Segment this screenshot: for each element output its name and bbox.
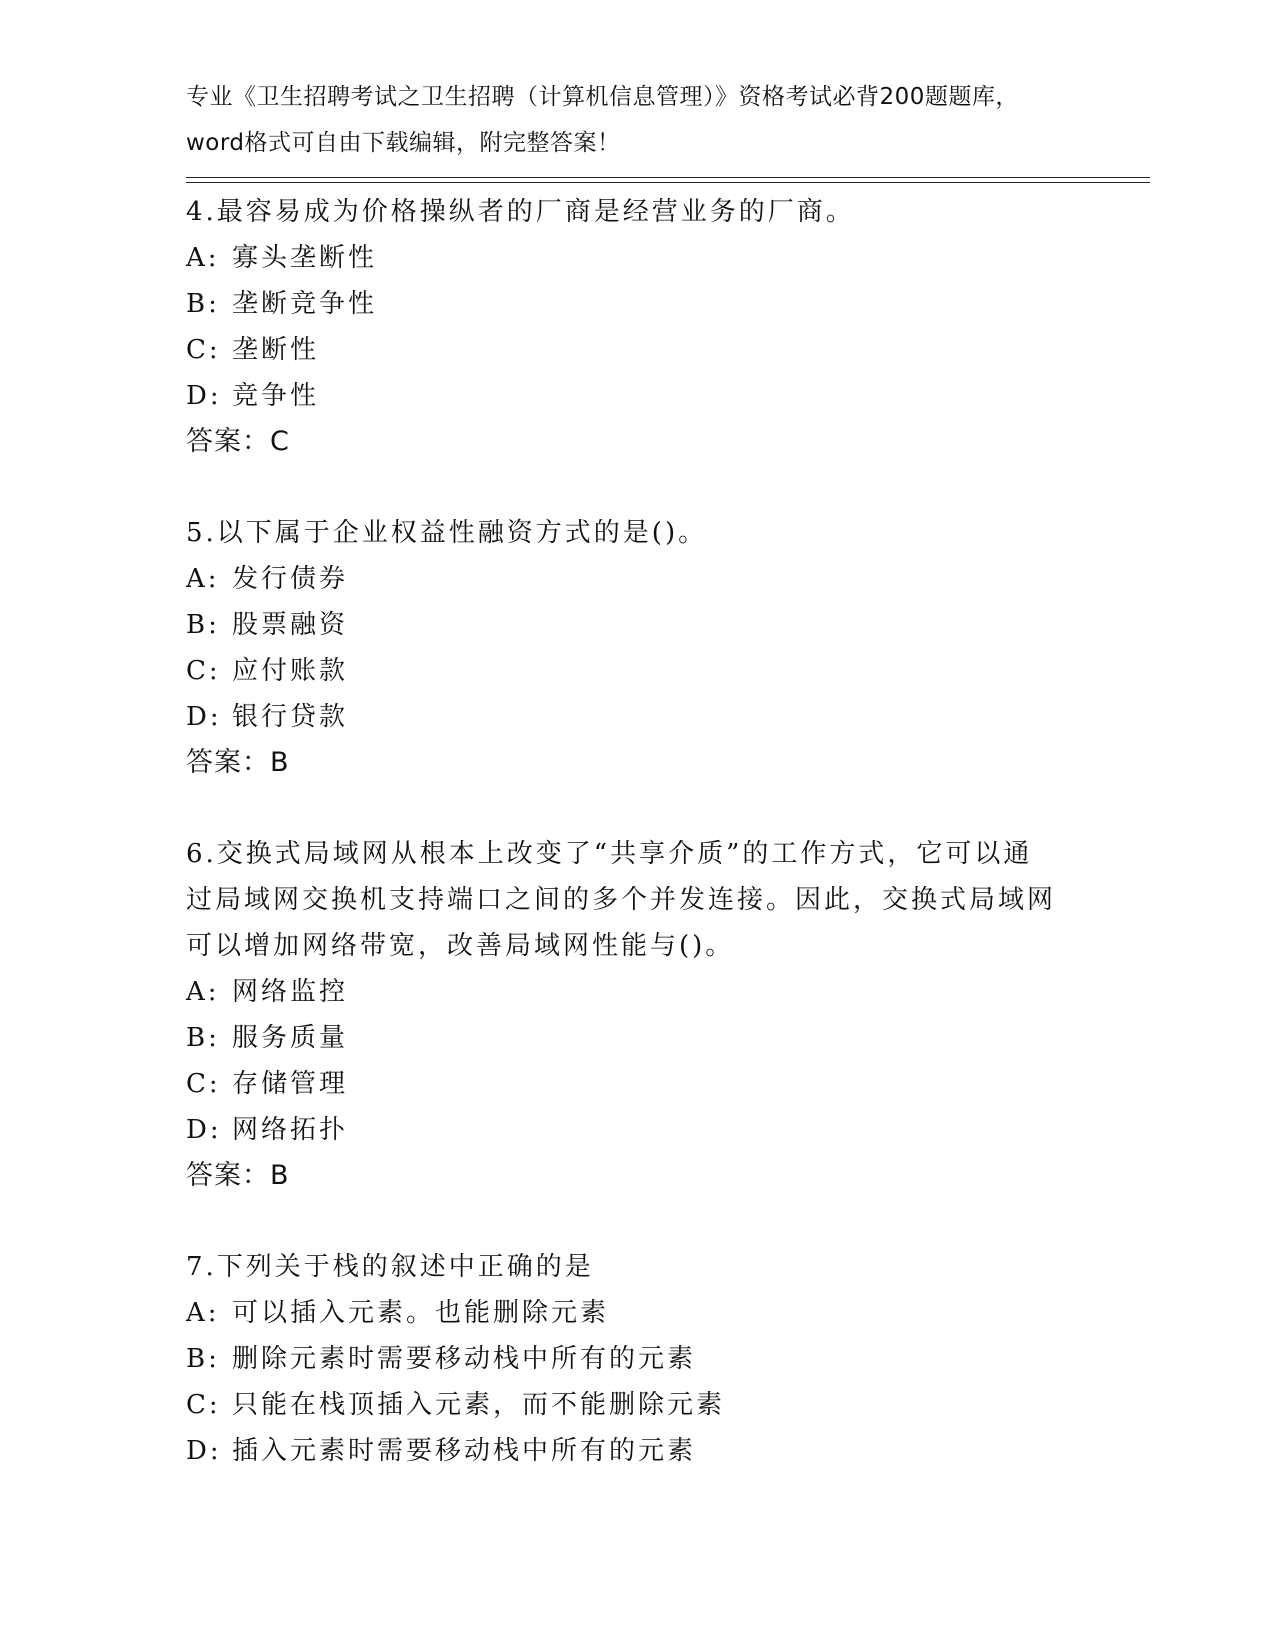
option-b: [186, 1015, 1086, 1061]
answer: 答案：B: [186, 1160, 290, 1191]
question-text: [186, 189, 1086, 235]
option-key: D:: [186, 702, 222, 732]
option-key: C:: [186, 1069, 221, 1099]
option-text: 只能在栈顶插入元素，而不能删除元素: [232, 1390, 726, 1420]
spacer: [186, 786, 1086, 831]
question-line: 5.以下属于企业权益性融资方式的是()。: [186, 518, 708, 548]
option-key: D:: [186, 1436, 222, 1466]
option-b: [186, 602, 1086, 648]
option-b: [186, 1336, 1086, 1382]
option-b: [186, 281, 1086, 327]
option-key: B:: [186, 1344, 220, 1374]
option-c: [186, 327, 1086, 373]
option-text: 股票融资: [232, 610, 349, 640]
spacer: [186, 465, 1086, 510]
document-header: [186, 74, 1086, 166]
header-line: 专业《卫生招聘考试之卫生招聘（计算机信息管理）》资格考试必背200题题库，: [186, 84, 1019, 110]
option-text: 可以插入元素。也能删除元素: [232, 1298, 610, 1328]
option-text: 竞争性: [232, 381, 320, 411]
option-key: D:: [186, 1115, 222, 1145]
option-key: C:: [186, 1390, 221, 1420]
option-key: B:: [186, 610, 220, 640]
question-text: [186, 831, 1086, 969]
option-key: A:: [186, 977, 220, 1007]
header-rule-top: [186, 177, 1150, 178]
option-key: B:: [186, 1023, 220, 1053]
option-key: C:: [186, 335, 221, 365]
option-text: 银行贷款: [232, 702, 349, 732]
option-text: 垄断性: [232, 335, 320, 365]
option-d: [186, 1107, 1086, 1153]
question-block: [186, 189, 1086, 465]
option-key: A:: [186, 564, 220, 594]
question-block: [186, 510, 1086, 786]
option-text: 网络监控: [232, 977, 349, 1007]
option-c: [186, 648, 1086, 694]
option-key: A:: [186, 1298, 220, 1328]
option-d: [186, 694, 1086, 740]
header-rule-bottom: [186, 182, 1150, 183]
question-text: [186, 1244, 1086, 1290]
option-text: 寡头垄断性: [232, 243, 378, 273]
question-block: [186, 831, 1086, 1199]
option-text: 插入元素时需要移动栈中所有的元素: [232, 1436, 697, 1466]
option-text: 删除元素时需要移动栈中所有的元素: [232, 1344, 697, 1374]
option-a: [186, 556, 1086, 602]
option-text: 应付账款: [232, 656, 349, 686]
header-line: word格式可自由下载编辑，附完整答案！: [186, 130, 621, 156]
question-line: 4.最容易成为价格操纵者的厂商是经营业务的厂商。: [186, 197, 855, 227]
option-key: C:: [186, 656, 221, 686]
option-text: 服务质量: [232, 1023, 349, 1053]
option-a: [186, 235, 1086, 281]
option-key: A:: [186, 243, 220, 273]
option-d: [186, 1428, 1086, 1474]
question-block: [186, 1244, 1086, 1474]
question-text: [186, 510, 1086, 556]
option-d: [186, 373, 1086, 419]
option-text: 网络拓扑: [232, 1115, 349, 1145]
option-c: [186, 1382, 1086, 1428]
question-line: 过局域网交换机支持端口之间的多个并发连接。因此，交换式局域网: [186, 885, 1057, 915]
option-a: [186, 1290, 1086, 1336]
option-key: B:: [186, 289, 220, 319]
option-text: 存储管理: [232, 1069, 349, 1099]
option-a: [186, 969, 1086, 1015]
question-line: 可以增加网络带宽，改善局域网性能与()。: [186, 931, 735, 961]
question-line: 6.交换式局域网从根本上改变了“共享介质”的工作方式，它可以通: [186, 839, 1033, 869]
option-key: D:: [186, 381, 222, 411]
question-line: 7.下列关于栈的叙述中正确的是: [186, 1252, 594, 1282]
spacer: [186, 1199, 1086, 1244]
option-text: 垄断竞争性: [232, 289, 378, 319]
option-c: [186, 1061, 1086, 1107]
option-text: 发行债券: [232, 564, 349, 594]
question-list: [186, 189, 1086, 1474]
answer: 答案：C: [186, 426, 290, 457]
answer: 答案：B: [186, 747, 290, 778]
